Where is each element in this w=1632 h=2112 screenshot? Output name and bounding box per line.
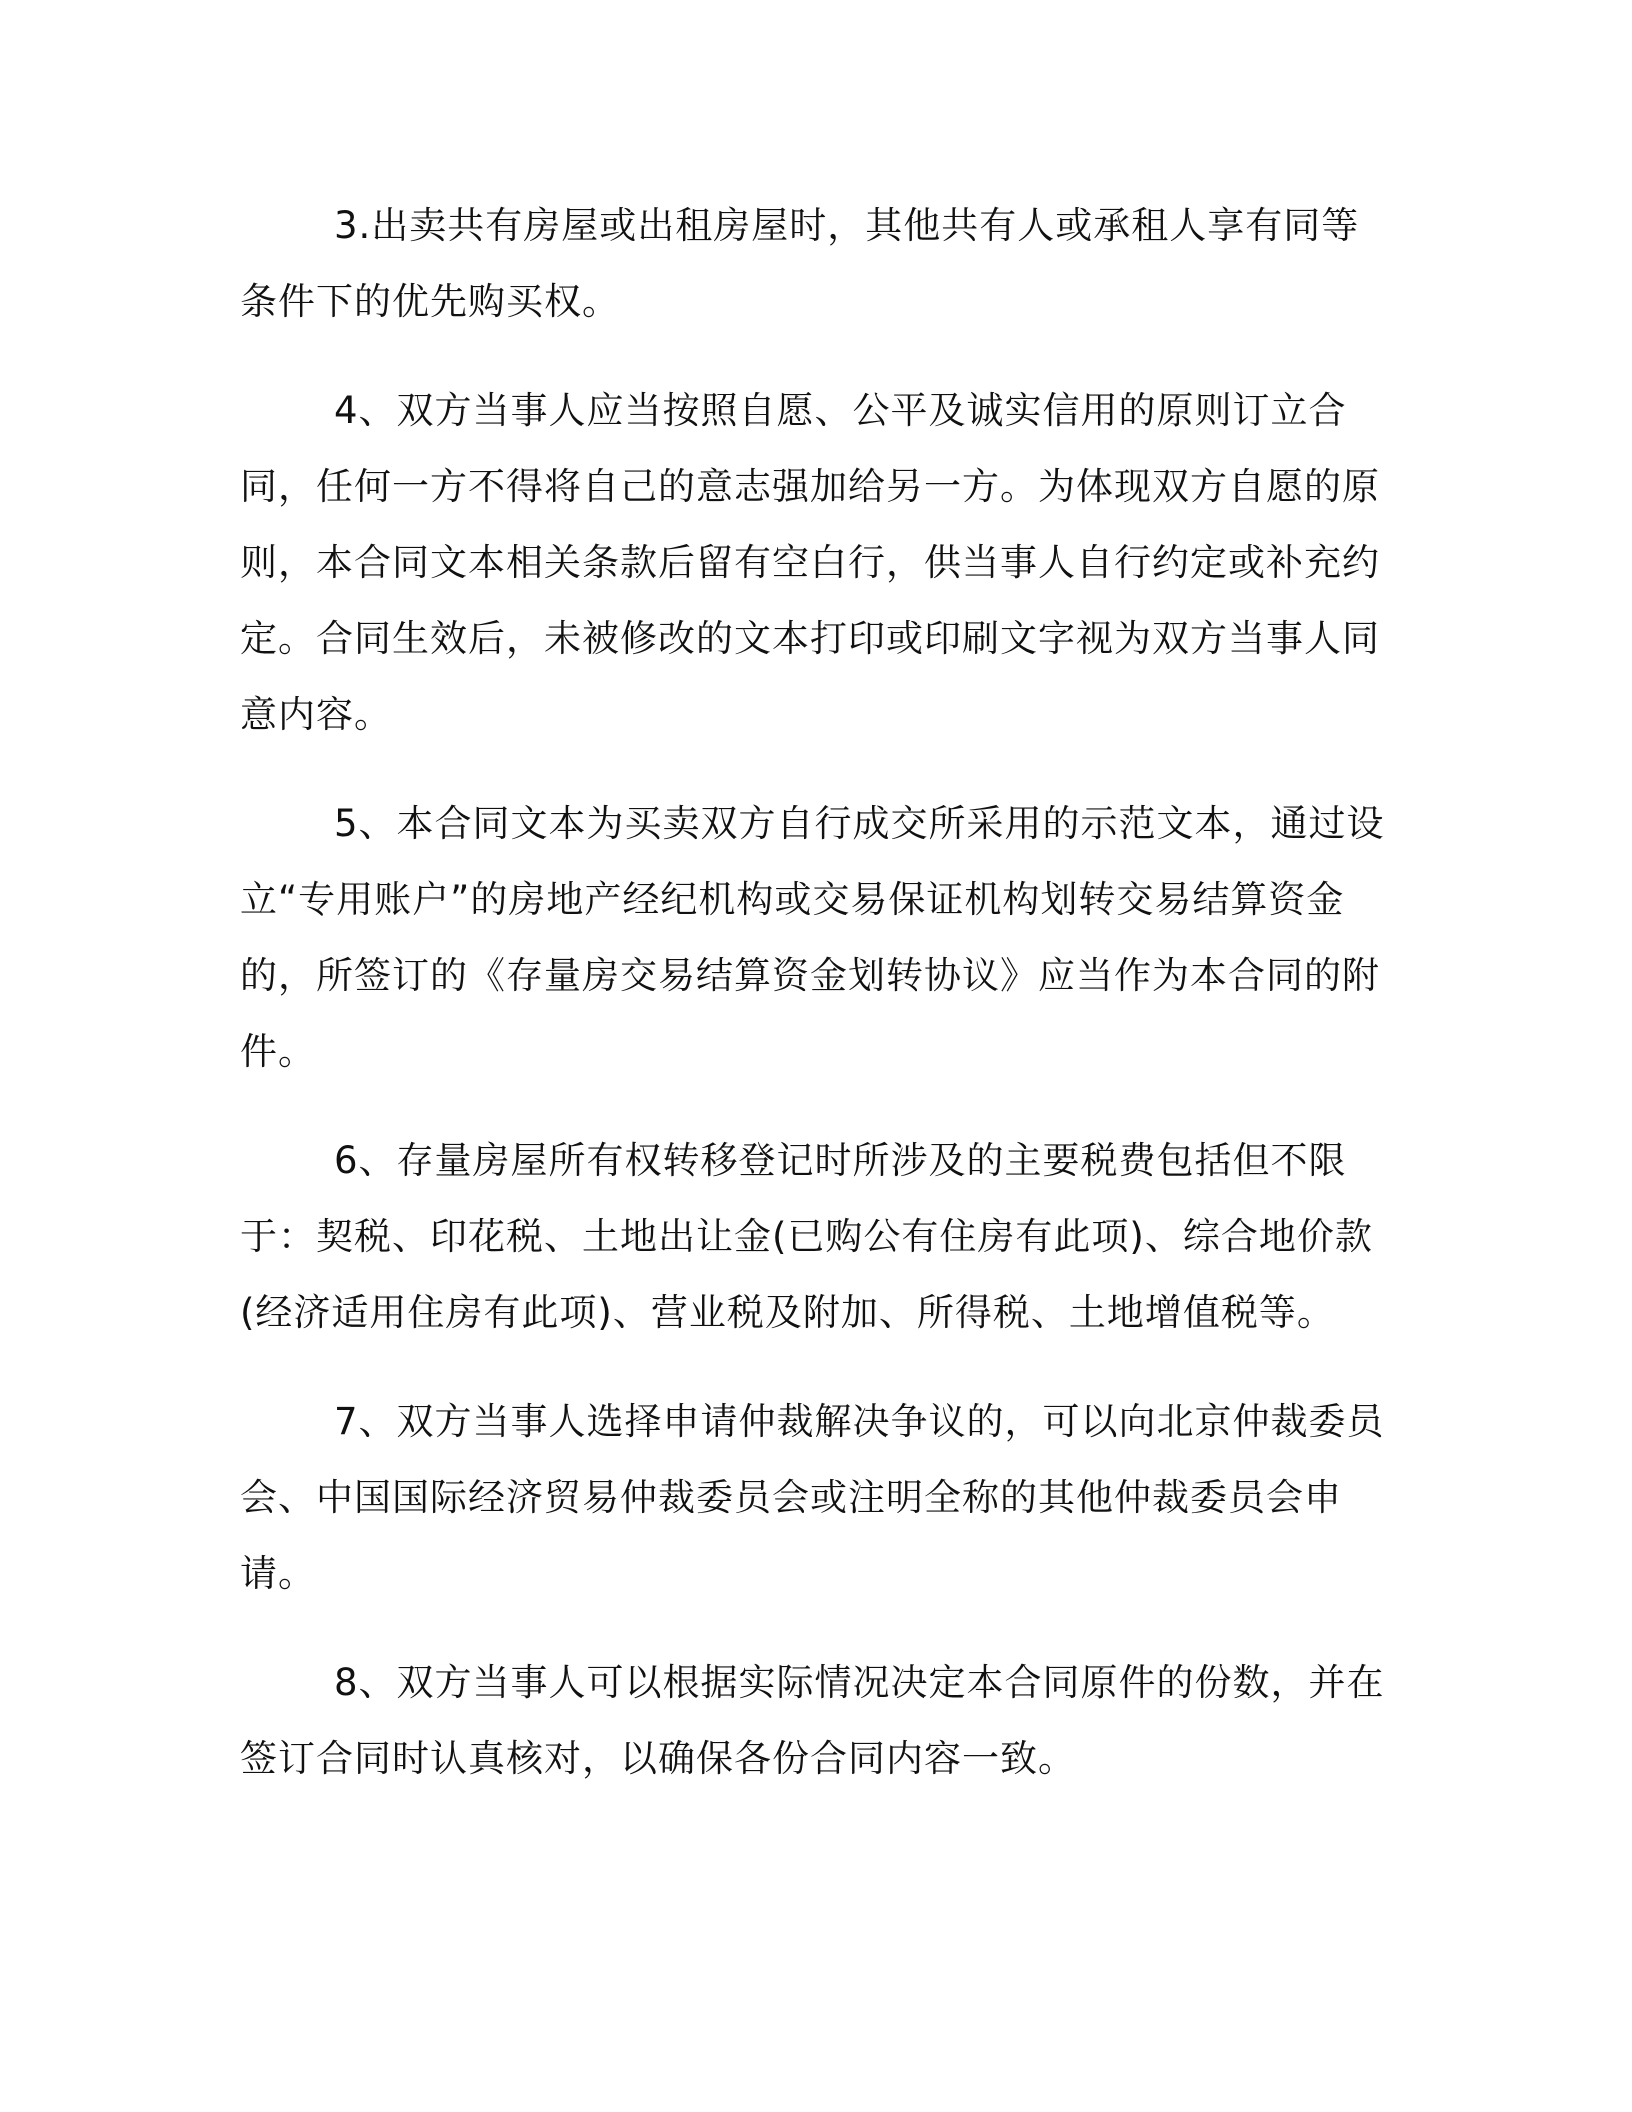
document-body <box>240 188 1395 1797</box>
paragraph-7: 7、双方当事人选择申请仲裁解决争议的，可以向北京仲裁委员会、中国国际经济贸易仲裁委员会或注明全称的其他仲裁委员会申请。 <box>240 1400 1385 1595</box>
paragraph-5: 5、本合同文本为买卖双方自行成交所采用的示范文本，通过设立“专用账户”的房地产经纪机构或交易保证机构划转交易结算资金的，所签订的《存量房交易结算资金划转协议》应当作为本合同的附件。 <box>240 802 1385 1073</box>
paragraph-4: 4、双方当事人应当按照自愿、公平及诚实信用的原则订立合同，任何一方不得将自己的意志强加给另一方。为体现双方自愿的原则，本合同文本相关条款后留有空白行，供当事人自行约定或补充约定。合同生效后，未被修改的文本打印或印刷文字视为双方当事人同意内容。 <box>240 389 1380 736</box>
paragraph-3: 3.出卖共有房屋或出租房屋时，其他共有人或承租人享有同等条件下的优先购买权。 <box>240 204 1360 323</box>
paragraph-6: 6、存量房屋所有权转移登记时所涉及的主要税费包括但不限于：契税、印花税、土地出让金(已购公有住房有此项)、综合地价款(经济适用住房有此项)、营业税及附加、所得税、土地增值税等。 <box>240 1139 1373 1334</box>
paragraph-8: 8、双方当事人可以根据实际情况决定本合同原件的份数，并在签订合同时认真核对，以确保各份合同内容一致。 <box>240 1661 1385 1780</box>
